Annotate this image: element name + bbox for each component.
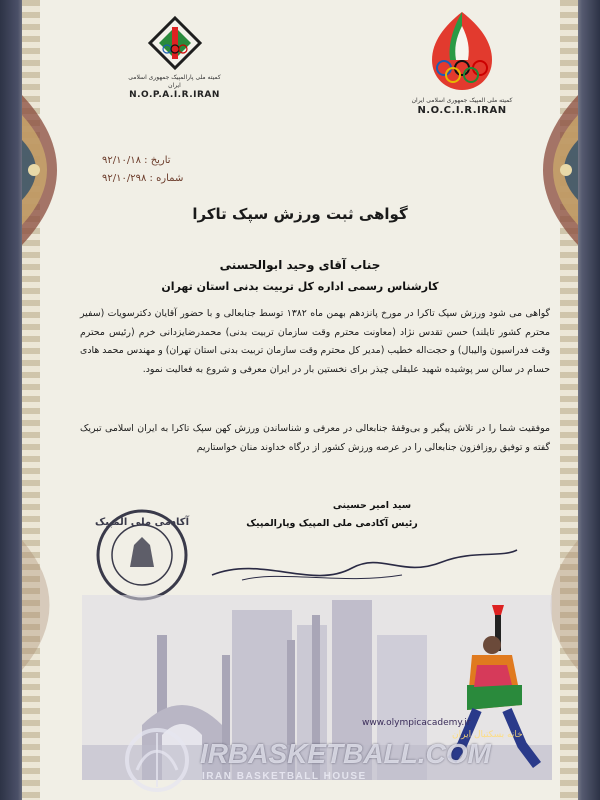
academy-stamp: [92, 505, 192, 605]
certificate-title: گواهی ثبت ورزش سپک تاکرا: [192, 205, 408, 223]
olympic-emblem-icon: [422, 8, 502, 93]
right-logo-subtitle: کمیته ملی المپیک جمهوری اسلامی ایران: [411, 97, 513, 104]
recipient-name: جناب آقای وحید ابوالحسنی: [219, 258, 381, 272]
certificate-paragraph-2: موفقیت شما را در تلاش پیگیر و بی‌وقفهٔ جنابعالی در معرفی و شناساندن ورزش کهن سپک تاکرا به ایران اسلامی تبریک گفته و توفیق روزافزون جنابعالی را در عرصه ورزش کشور از درگاه خداوند منان خواستاریم: [80, 423, 550, 453]
signer-title: رئیس آکادمی ملی المپیک وپارالمپیک: [246, 518, 418, 529]
stamp-text: آکادمی ملی المپیک: [94, 517, 190, 528]
watermark-persian: خانه بسکتبال ایران: [452, 730, 523, 740]
website-url: www.olympicacademy.ir: [362, 718, 471, 728]
olympic-logo: [407, 8, 517, 116]
reference-block: [102, 152, 183, 188]
watermark-subtitle: IRAN BASKETBALL HOUSE: [202, 771, 367, 782]
signer-name: سید امیر حسینی: [332, 500, 412, 511]
paralympic-logo: [127, 15, 222, 100]
right-logo-caption: N.O.C.I.R.IRAN: [417, 105, 507, 116]
watermark-text: IRBASKETBALL.COM: [200, 738, 491, 769]
certificate-paragraph-1: گواهی می شود ورزش سپک تاکرا در مورخ پانزدهم بهمن ماه ۱۳۸۲ توسط جنابعالی و با حضور آقایان دکترسویات (سفیر محترم کشور تایلند) حسن تقدس نژاد (معاونت محترم وقت سازمان تربیت بدنی) محمدرضایزدانی خرم (رئیس محترم وقت فدراسیون والیبال) و حجت‌اله خطیب (مدیر کل محترم وقت سازمان تربیت بدنی استان تهران) و مهندس محمد هادی حسام در سالن سر پوشیده شهید علیقلی چیذر برای نخستین بار در ایران معرفی و شروع به فعالیت نمود.: [80, 308, 550, 375]
basketball-logo-icon: [122, 725, 192, 795]
signature: [202, 530, 522, 600]
left-logo-subtitle: کمیته ملی پارالمپیک جمهوری اسلامی ایران: [128, 74, 221, 89]
certificate-paper: [22, 0, 578, 800]
paralympic-emblem-icon: [145, 15, 205, 70]
reference-date: تاریخ : ۹۲/۱۰/۱۸: [102, 155, 171, 166]
recipient-role: کارشناس رسمی اداره کل تربیت بدنی استان تهران: [161, 280, 439, 293]
left-logo-caption: N.O.P.A.I.R.IRAN: [129, 90, 220, 100]
reference-number: شماره : ۹۲/۱۰/۲۹۸: [102, 173, 184, 184]
